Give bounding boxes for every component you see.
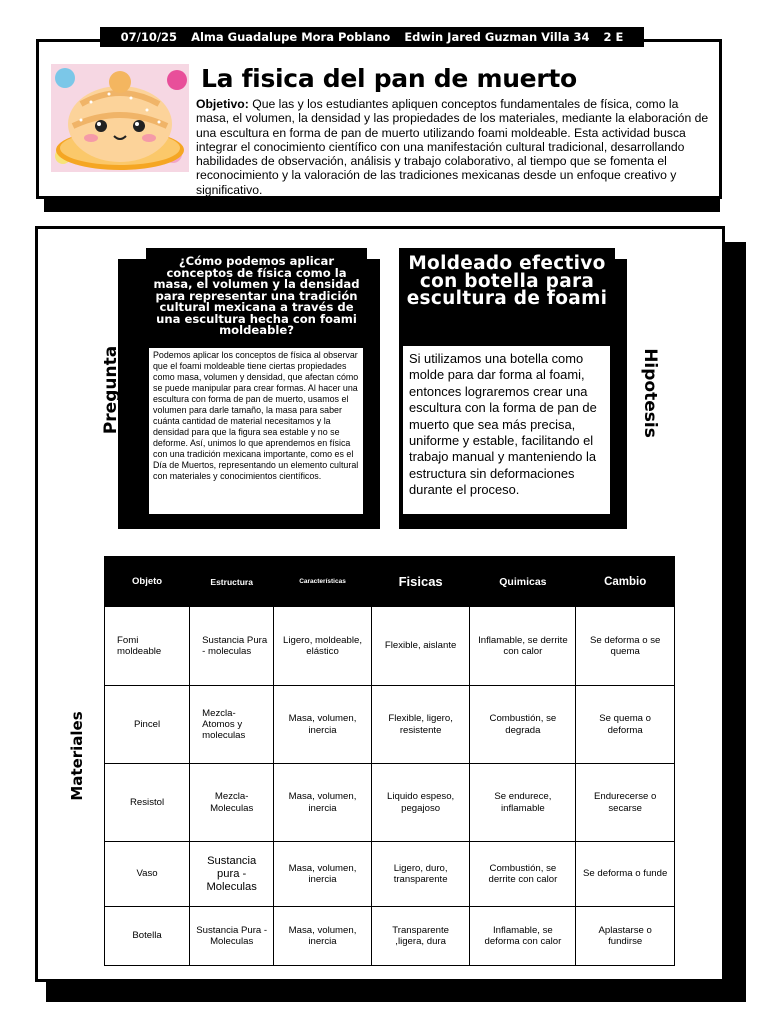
cell-objeto: Pincel xyxy=(105,686,190,764)
objective-label: Objetivo: xyxy=(196,97,249,111)
table-header-row xyxy=(105,557,675,607)
cell-estructura: Mezcla- Moleculas xyxy=(190,764,274,842)
cell-fisicas: Flexible, ligero, resistente xyxy=(371,686,470,764)
cell-objeto: Botella xyxy=(105,907,190,966)
cell-quimicas: Inflamable, se deforma con calor xyxy=(470,907,576,966)
cell-cambio: Se deforma o funde xyxy=(576,842,675,907)
cell-fisicas: Transparente ,ligera, dura xyxy=(371,907,470,966)
objective-paragraph xyxy=(196,97,710,197)
cell-estructura: Sustancia pura - Moleculas xyxy=(190,842,274,907)
cell-objeto: Vaso xyxy=(105,842,190,907)
cell-fisicas: Liquido espeso, pegajoso xyxy=(371,764,470,842)
cell-fisicas: Flexible, aislante xyxy=(371,607,470,686)
objective-text: Que las y los estudiantes apliquen conceptos fundamentales de física, como la masa, el volumen, la densidad y las propiedades de los materiales, mediante la elaboración de una escultura en forma de pan de muerto utilizando foami moldeable. Esta actividad busca integrar el conocimiento científico con una manifestación cultural tradicional, desarrollando habilidades de observación, análisis y trabajo colaborativo, al tiempo que se fomenta el reconocimiento y la valoración de las tradiciones mexicanas desde un enfoque creativo y significativo. xyxy=(196,97,709,197)
cell-caracteristicas: Masa, volumen, inercia xyxy=(274,686,372,764)
cell-cambio: Aplastarse o fundirse xyxy=(576,907,675,966)
cell-caracteristicas: Masa, volumen, inercia xyxy=(274,764,372,842)
col-header-fisicas: Fisicas xyxy=(371,557,470,607)
col-header-objeto: Objeto xyxy=(105,557,190,607)
cell-estructura: Mezcla- Atomos y moleculas xyxy=(190,686,274,764)
title-card xyxy=(36,39,722,199)
pan-de-muerto-illustration xyxy=(51,64,189,172)
hypothesis-heading: Moldeado efectivo con botella para escultura de foami xyxy=(399,248,615,344)
cell-cambio: Se deforma o se quema xyxy=(576,607,675,686)
col-header-caracteristicas: Características xyxy=(274,557,372,607)
header-author-1: Alma Guadalupe Mora Poblano xyxy=(191,30,391,44)
cell-quimicas: Se endurece, inflamable xyxy=(470,764,576,842)
header-date: 07/10/25 xyxy=(120,30,178,44)
cell-estructura: Sustancia Pura - moleculas xyxy=(190,607,274,686)
col-header-estructura: Estructura xyxy=(190,557,274,607)
table-row xyxy=(105,907,675,966)
table-row xyxy=(105,842,675,907)
cell-quimicas: Inflamable, se derrite con calor xyxy=(470,607,576,686)
question-answer: Podemos aplicar los conceptos de física al observar que el foami moldeable tiene ciertas propiedades como masa, volumen y densidad, que afectan cómo se puede manipular para crear formas. Al hacer una escultura con forma de pan de muerto, usamos el volumen para darle tamaño, la masa para saber cuánta cantidad de material necesitamos y la densidad para que la figura sea estable y no se deforme. Así, unimos lo que aprendemos en física con una tradición mexicana importante, como es el Día de Muertos, representando un elemento cultural con materiales y conocimientos científicos. xyxy=(147,346,365,516)
cell-quimicas: Combustión, se degrada xyxy=(470,686,576,764)
col-header-quimicas: Quimicas xyxy=(470,557,576,607)
cell-quimicas: Combustión, se derrite con calor xyxy=(470,842,576,907)
materials-table xyxy=(104,556,675,966)
cell-cambio: Se quema o deforma xyxy=(576,686,675,764)
header-author-2: Edwin Jared Guzman Villa 34 xyxy=(404,30,590,44)
cell-fisicas: Ligero, duro, transparente xyxy=(371,842,470,907)
question-heading: ¿Cómo podemos aplicar conceptos de física como la masa, el volumen y la densidad para representar una tradición cultural mexicana a través de una escultura hecha con foami moldeable? xyxy=(146,248,367,344)
table-row xyxy=(105,607,675,686)
hipotesis-label: Hipotesis xyxy=(640,348,660,438)
col-header-cambio: Cambio xyxy=(576,557,675,607)
materiales-label: Materiales xyxy=(68,711,86,801)
cell-caracteristicas: Ligero, moldeable, elástico xyxy=(274,607,372,686)
table-row xyxy=(105,764,675,842)
cell-caracteristicas: Masa, volumen, inercia xyxy=(274,907,372,966)
pregunta-label: Pregunta xyxy=(101,345,121,435)
cell-objeto: Fomi moldeable xyxy=(105,607,190,686)
table-row xyxy=(105,686,675,764)
cell-estructura: Sustancia Pura - Moleculas xyxy=(190,907,274,966)
header-bar xyxy=(100,27,644,47)
cell-cambio: Endurecerse o secarse xyxy=(576,764,675,842)
hypothesis-text: Si utilizamos una botella como molde para dar forma al foami, entonces lograremos crear una escultura con la forma de pan de muerto que sea más precisa, uniforme y estable, facilitando el trabajo manual y manteniendo la estructura sin deformaciones durante el proceso. xyxy=(401,344,612,516)
header-group: 2 E xyxy=(603,30,624,44)
cell-objeto: Resistol xyxy=(105,764,190,842)
page-title: La fisica del pan de muerto xyxy=(201,64,577,93)
cell-caracteristicas: Masa, volumen, inercia xyxy=(274,842,372,907)
